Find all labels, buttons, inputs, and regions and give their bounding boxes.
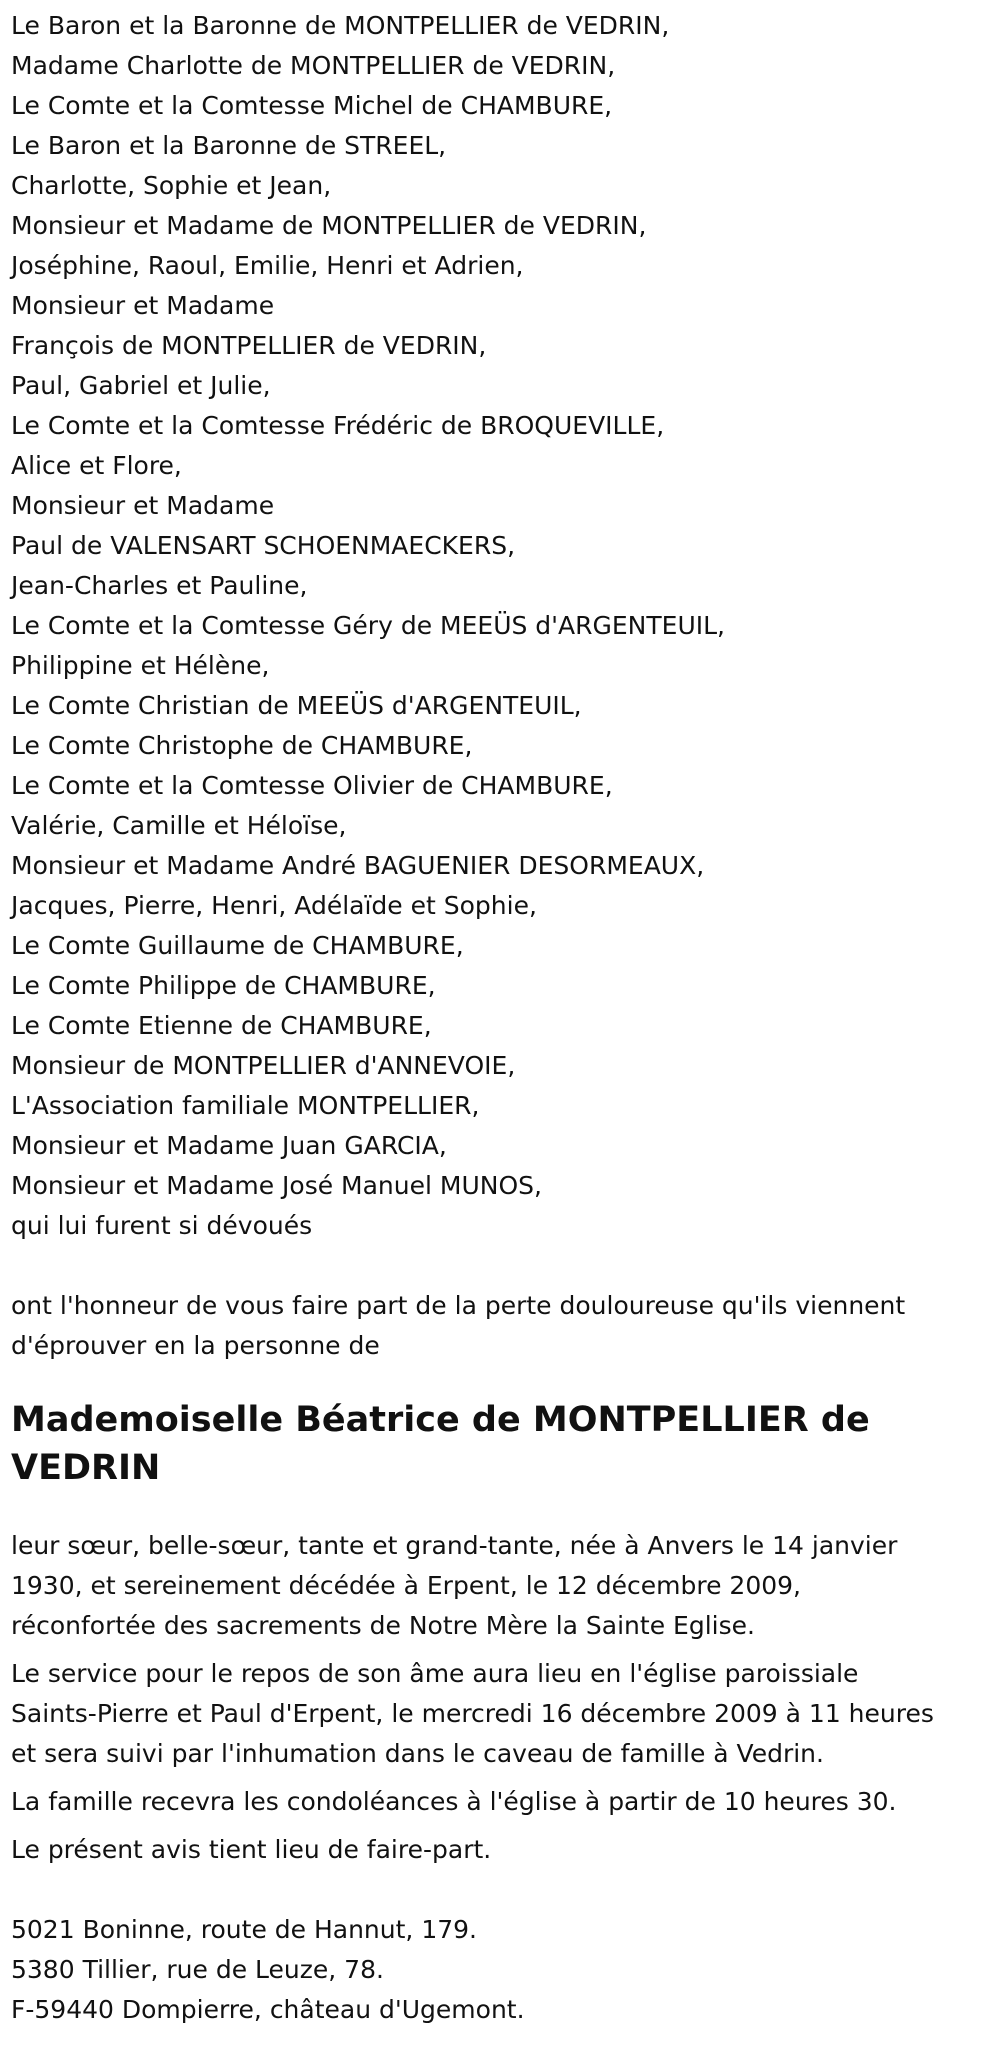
address-list bbox=[11, 1910, 989, 2030]
service-line: Le service pour le repos de son âme aura lieu en l'église paroissiale bbox=[11, 1659, 859, 1688]
address-line: 5380 Tillier, rue de Leuze, 78. bbox=[11, 1955, 384, 1984]
family-line: Le Comte Philippe de CHAMBURE, bbox=[11, 971, 436, 1000]
family-line: Le Comte Guillaume de CHAMBURE, bbox=[11, 931, 464, 960]
family-line: Le Comte et la Comtesse Olivier de CHAMBURE, bbox=[11, 771, 613, 800]
deceased-name bbox=[11, 1396, 989, 1492]
family-line: Monsieur et Madame Juan GARCIA, bbox=[11, 1131, 447, 1160]
family-line: Le Baron et la Baronne de STREEL, bbox=[11, 131, 447, 160]
family-line: François de MONTPELLIER de VEDRIN, bbox=[11, 331, 487, 360]
announcement-intro bbox=[11, 1286, 989, 1366]
family-line: Le Comte et la Comtesse Frédéric de BROQUEVILLE, bbox=[11, 411, 665, 440]
family-line: Le Comte et la Comtesse Géry de MEEÜS d'ARGENTEUIL, bbox=[11, 611, 726, 640]
family-line: Philippine et Hélène, bbox=[11, 651, 270, 680]
family-line: Le Comte Christian de MEEÜS d'ARGENTEUIL, bbox=[11, 691, 582, 720]
family-list bbox=[11, 6, 989, 1246]
family-line: Le Comte Christophe de CHAMBURE, bbox=[11, 731, 473, 760]
condolences-paragraph bbox=[11, 1782, 989, 1822]
family-line: Valérie, Camille et Héloïse, bbox=[11, 811, 347, 840]
family-line: qui lui furent si dévoués bbox=[11, 1211, 313, 1240]
family-line: Monsieur et Madame bbox=[11, 291, 275, 320]
family-line: Monsieur et Madame André BAGUENIER DESORMEAUX, bbox=[11, 851, 705, 880]
service-line: Saints-Pierre et Paul d'Erpent, le mercredi 16 décembre 2009 à 11 heures bbox=[11, 1699, 934, 1728]
family-line: Le Baron et la Baronne de MONTPELLIER de VEDRIN, bbox=[11, 11, 670, 40]
family-line: Jacques, Pierre, Henri, Adélaïde et Sophie, bbox=[11, 891, 537, 920]
family-line: Charlotte, Sophie et Jean, bbox=[11, 171, 332, 200]
family-line: Alice et Flore, bbox=[11, 451, 182, 480]
address-line: 5021 Boninne, route de Hannut, 179. bbox=[11, 1915, 477, 1944]
intro-line: d'éprouver en la personne de bbox=[11, 1331, 380, 1360]
service-line: et sera suivi par l'inhumation dans le caveau de famille à Vedrin. bbox=[11, 1739, 824, 1768]
notice-line: Le présent avis tient lieu de faire-part. bbox=[11, 1835, 492, 1864]
family-line: Jean-Charles et Pauline, bbox=[11, 571, 308, 600]
family-line: Paul de VALENSART SCHOENMAECKERS, bbox=[11, 531, 516, 560]
deceased-name-line: VEDRIN bbox=[11, 1448, 161, 1488]
family-line: Le Comte Etienne de CHAMBURE, bbox=[11, 1011, 432, 1040]
deceased-name-line: Mademoiselle Béatrice de MONTPELLIER de bbox=[11, 1400, 870, 1440]
family-line: Le Comte et la Comtesse Michel de CHAMBURE, bbox=[11, 91, 613, 120]
bio-line: leur sœur, belle-sœur, tante et grand-tante, née à Anvers le 14 janvier bbox=[11, 1531, 898, 1560]
condolences-line: La famille recevra les condoléances à l'église à partir de 10 heures 30. bbox=[11, 1787, 897, 1816]
family-line: Monsieur de MONTPELLIER d'ANNEVOIE, bbox=[11, 1051, 516, 1080]
family-line: Madame Charlotte de MONTPELLIER de VEDRIN, bbox=[11, 51, 616, 80]
address-line: F-59440 Dompierre, château d'Ugemont. bbox=[11, 1995, 525, 2024]
family-line: L'Association familiale MONTPELLIER, bbox=[11, 1091, 480, 1120]
family-line: Joséphine, Raoul, Emilie, Henri et Adrien, bbox=[11, 251, 524, 280]
bio-line: réconfortée des sacrements de Notre Mère la Sainte Eglise. bbox=[11, 1611, 755, 1640]
service-paragraph bbox=[11, 1654, 989, 1774]
notice-paragraph bbox=[11, 1830, 989, 1870]
family-line: Monsieur et Madame José Manuel MUNOS, bbox=[11, 1171, 542, 1200]
family-line: Monsieur et Madame de MONTPELLIER de VEDRIN, bbox=[11, 211, 647, 240]
biography-paragraph bbox=[11, 1526, 989, 1646]
bio-line: 1930, et sereinement décédée à Erpent, le 12 décembre 2009, bbox=[11, 1571, 802, 1600]
intro-line: ont l'honneur de vous faire part de la perte douloureuse qu'ils viennent bbox=[11, 1291, 906, 1320]
family-line: Paul, Gabriel et Julie, bbox=[11, 371, 271, 400]
family-line: Monsieur et Madame bbox=[11, 491, 275, 520]
